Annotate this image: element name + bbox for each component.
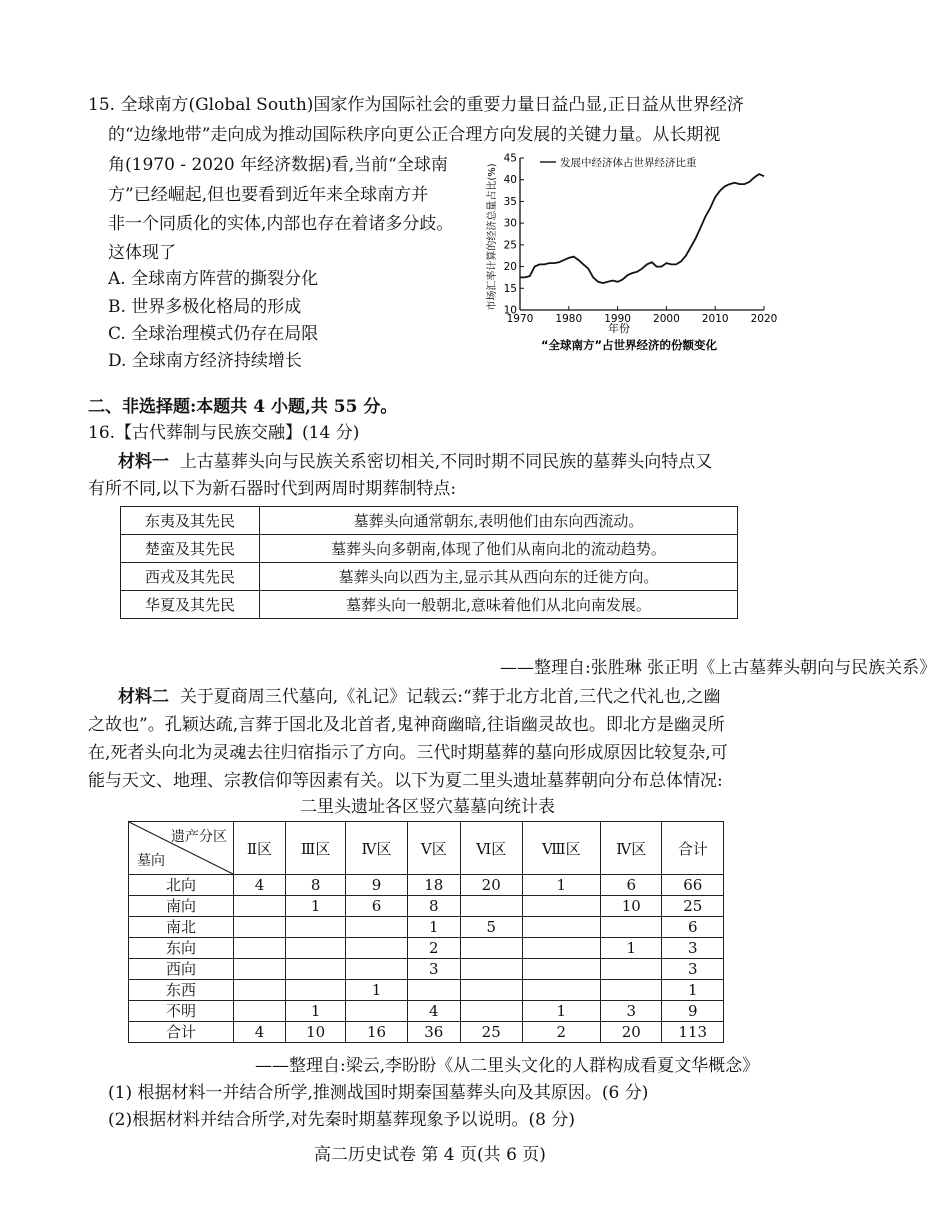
table-cell: 18 bbox=[407, 875, 460, 896]
table-cell-group: 西戎及其先民 bbox=[121, 563, 260, 591]
x-tick-label: 2000 bbox=[653, 313, 680, 325]
table2-title: 二里头遗址各区竖穴墓墓向统计表 bbox=[300, 797, 555, 817]
q15-stem-line6: 这体现了 bbox=[108, 243, 176, 263]
table-header-row bbox=[129, 822, 724, 875]
table-cell bbox=[460, 896, 522, 917]
column-header: Ⅷ区 bbox=[522, 822, 601, 875]
row-label: 北向 bbox=[129, 875, 234, 896]
table-row bbox=[129, 1001, 724, 1022]
burial-direction-table bbox=[120, 506, 738, 619]
table-cell bbox=[601, 980, 662, 1001]
q16-title: 16.【古代葬制与民族交融】(14 分) bbox=[88, 423, 360, 443]
column-header: Ⅱ区 bbox=[234, 822, 286, 875]
table-row bbox=[129, 875, 724, 896]
table-cell: 3 bbox=[662, 959, 724, 980]
table-cell: 1 bbox=[285, 1001, 345, 1022]
q15-option-d[interactable]: D. 全球南方经济持续增长 bbox=[108, 351, 302, 371]
table-cell: 5 bbox=[460, 917, 522, 938]
table-cell-group: 东夷及其先民 bbox=[121, 507, 260, 535]
q15-option-c[interactable]: C. 全球治理模式仍存在局限 bbox=[108, 324, 319, 344]
y-tick-label: 35 bbox=[503, 195, 517, 208]
x-tick-label: 2020 bbox=[750, 313, 778, 325]
legend-label: 发展中经济体占世界经济比重 bbox=[560, 157, 697, 169]
table-row bbox=[129, 959, 724, 980]
table-cell: 4 bbox=[234, 1022, 286, 1043]
table-cell bbox=[346, 959, 407, 980]
table-cell: 1 bbox=[522, 875, 601, 896]
table-cell bbox=[407, 980, 460, 1001]
y-tick-label: 45 bbox=[503, 152, 517, 165]
x-tick-label: 2010 bbox=[701, 313, 729, 325]
table-cell: 1 bbox=[285, 896, 345, 917]
row-label: 西向 bbox=[129, 959, 234, 980]
table-corner-cell bbox=[129, 822, 234, 875]
table-cell: 2 bbox=[407, 938, 460, 959]
table-cell bbox=[522, 938, 601, 959]
table-cell: 20 bbox=[460, 875, 522, 896]
material2-text1: 关于夏商周三代墓向,《礼记》记载云:“葬于北方北首,三代之代礼也,之幽 bbox=[179, 687, 721, 707]
q15-stem-line3: 角(1970 - 2020 年经济数据)看,当前“全球南 bbox=[108, 155, 448, 175]
table-cell bbox=[234, 917, 286, 938]
q15-stem-line2: 的“边缘地带”走向成为推动国际秩序向更公正合理方向发展的关键力量。从长期视 bbox=[108, 125, 721, 145]
row-label: 合计 bbox=[129, 1022, 234, 1043]
material2-line1 bbox=[118, 686, 720, 708]
y-tick-label: 20 bbox=[503, 261, 517, 274]
table-cell-desc: 墓葬头向多朝南,体现了他们从南向北的流动趋势。 bbox=[260, 535, 738, 563]
chart-series-line bbox=[520, 174, 764, 283]
material1-text1: 上古墓葬头向与民族关系密切相关,不同时期不同民族的墓葬头向特点又 bbox=[179, 452, 713, 472]
chart-xlabel: 年份 bbox=[608, 322, 630, 335]
row-label: 东西 bbox=[129, 980, 234, 1001]
table-cell: 10 bbox=[601, 896, 662, 917]
table-cell: 6 bbox=[662, 917, 724, 938]
table-cell bbox=[460, 1001, 522, 1022]
table-cell: 3 bbox=[601, 1001, 662, 1022]
q15-stem-line5: 非一个同质化的实体,内部也存在着诸多分歧。 bbox=[108, 214, 454, 234]
column-header: Ⅲ区 bbox=[285, 822, 345, 875]
chart-ylabel: 市场汇率计算的经济总量占比(%) bbox=[487, 163, 498, 311]
table-cell-desc: 墓葬头向以西为主,显示其从西向东的迁徙方向。 bbox=[260, 563, 738, 591]
table-cell bbox=[522, 980, 601, 1001]
page-footer: 高二历史试卷 第 4 页(共 6 页) bbox=[314, 1145, 546, 1165]
question16-ask1: (1) 根据材料一并结合所学,推测战国时期秦国墓葬头向及其原因。(6 分) bbox=[108, 1083, 649, 1103]
table-cell: 25 bbox=[662, 896, 724, 917]
material1-source: ——整理自:张胜琳 张正明《上古墓葬头朝向与民族关系》 bbox=[500, 658, 936, 678]
table-cell bbox=[601, 917, 662, 938]
chart-caption: “全球南方”占世界经济的份额变化 bbox=[540, 338, 718, 352]
table-cell bbox=[285, 938, 345, 959]
table-cell bbox=[522, 896, 601, 917]
section2-heading: 二、非选择题:本题共 4 小题,共 55 分。 bbox=[88, 397, 398, 417]
table-cell-desc: 墓葬头向通常朝东,表明他们由东向西流动。 bbox=[260, 507, 738, 535]
y-tick-label: 40 bbox=[503, 174, 517, 187]
x-tick-label: 1990 bbox=[604, 313, 631, 325]
y-tick-label: 30 bbox=[503, 217, 517, 230]
table-cell bbox=[601, 959, 662, 980]
table-cell: 4 bbox=[407, 1001, 460, 1022]
table-cell-group: 楚蛮及其先民 bbox=[121, 535, 260, 563]
column-header: Ⅳ区 bbox=[601, 822, 662, 875]
material1-line1 bbox=[118, 451, 712, 473]
table-cell: 6 bbox=[601, 875, 662, 896]
table-cell bbox=[522, 959, 601, 980]
row-label: 南北 bbox=[129, 917, 234, 938]
x-tick-label: 1980 bbox=[555, 313, 583, 325]
table-cell bbox=[460, 938, 522, 959]
material2-source: ——整理自:梁云,李盼盼《从二里头文化的人群构成看夏文华概念》 bbox=[255, 1056, 760, 1076]
table-row bbox=[129, 938, 724, 959]
table-cell bbox=[460, 980, 522, 1001]
table-cell: 20 bbox=[601, 1022, 662, 1043]
table-cell bbox=[285, 959, 345, 980]
column-header: 合计 bbox=[662, 822, 724, 875]
table-cell bbox=[460, 959, 522, 980]
corner-top-label: 遗产分区 bbox=[171, 829, 227, 845]
table-cell bbox=[234, 959, 286, 980]
y-tick-label: 15 bbox=[503, 282, 517, 295]
table-row bbox=[129, 1022, 724, 1043]
table-cell: 16 bbox=[346, 1022, 407, 1043]
material2-line2: 之故也”。孔颖达疏,言葬于国北及北首者,鬼神商幽暗,往诣幽灵故也。即北方是幽灵所 bbox=[88, 715, 725, 735]
table-row bbox=[129, 980, 724, 1001]
material1-line2: 有所不同,以下为新石器时代到两周时期葬制特点: bbox=[88, 479, 457, 499]
table-cell: 3 bbox=[662, 938, 724, 959]
table-cell: 1 bbox=[662, 980, 724, 1001]
table-cell-group: 华夏及其先民 bbox=[121, 591, 260, 619]
table-cell: 9 bbox=[662, 1001, 724, 1022]
table-cell: 8 bbox=[407, 896, 460, 917]
table-cell: 8 bbox=[285, 875, 345, 896]
table-cell: 1 bbox=[522, 1001, 601, 1022]
table-cell bbox=[346, 938, 407, 959]
q15-stem-line1: 15. 全球南方(Global South)国家作为国际社会的重要力量日益凸显,正日益从世界经济 bbox=[88, 95, 744, 115]
table-row bbox=[129, 896, 724, 917]
table-cell: 1 bbox=[346, 980, 407, 1001]
table-cell: 1 bbox=[601, 938, 662, 959]
y-tick-label: 10 bbox=[503, 304, 517, 317]
table-row bbox=[121, 563, 738, 591]
y-tick-label: 25 bbox=[503, 239, 517, 252]
row-label: 南向 bbox=[129, 896, 234, 917]
table-cell bbox=[234, 980, 286, 1001]
table-cell: 4 bbox=[234, 875, 286, 896]
table-cell bbox=[234, 896, 286, 917]
table-row bbox=[121, 591, 738, 619]
table-cell: 66 bbox=[662, 875, 724, 896]
material1-label: 材料一 bbox=[118, 452, 169, 472]
table-cell bbox=[346, 1001, 407, 1022]
table-cell: 10 bbox=[285, 1022, 345, 1043]
row-label: 不明 bbox=[129, 1001, 234, 1022]
table-cell bbox=[285, 980, 345, 1001]
table-cell bbox=[285, 917, 345, 938]
q15-stem-line4: 方”已经崛起,但也要看到近年来全球南方并 bbox=[108, 185, 429, 205]
table-cell: 3 bbox=[407, 959, 460, 980]
question16-ask2: (2)根据材料并结合所学,对先秦时期墓葬现象予以说明。(8 分) bbox=[108, 1110, 575, 1130]
table-cell: 1 bbox=[407, 917, 460, 938]
erlitou-tomb-table bbox=[128, 821, 724, 1043]
x-tick-label: 1970 bbox=[506, 313, 534, 325]
table-cell bbox=[346, 917, 407, 938]
table-cell-desc: 墓葬头向一般朝北,意味着他们从北向南发展。 bbox=[260, 591, 738, 619]
column-header: Ⅴ区 bbox=[407, 822, 460, 875]
column-header: Ⅳ区 bbox=[346, 822, 407, 875]
table-row bbox=[129, 917, 724, 938]
table-cell: 2 bbox=[522, 1022, 601, 1043]
table-cell bbox=[234, 938, 286, 959]
table-cell: 6 bbox=[346, 896, 407, 917]
table-cell: 25 bbox=[460, 1022, 522, 1043]
q15-option-b[interactable]: B. 世界多极化格局的形成 bbox=[108, 297, 302, 317]
table-cell: 36 bbox=[407, 1022, 460, 1043]
material2-label: 材料二 bbox=[118, 687, 169, 707]
table-row bbox=[121, 507, 738, 535]
material2-line4: 能与天文、地理、宗教信仰等因素有关。以下为夏二里头遗址墓葬朝向分布总体情况: bbox=[88, 771, 723, 791]
q15-option-a[interactable]: A. 全球南方阵营的撕裂分化 bbox=[108, 269, 319, 289]
table-row bbox=[121, 535, 738, 563]
table-cell: 113 bbox=[662, 1022, 724, 1043]
table-cell bbox=[522, 917, 601, 938]
economy-share-chart bbox=[484, 152, 784, 357]
column-header: Ⅵ区 bbox=[460, 822, 522, 875]
table-cell: 9 bbox=[346, 875, 407, 896]
chart-svg bbox=[484, 152, 784, 357]
row-label: 东向 bbox=[129, 938, 234, 959]
material2-line3: 在,死者头向北为灵魂去往归宿指示了方向。三代时期墓葬的墓向形成原因比较复杂,可 bbox=[88, 743, 728, 763]
corner-bottom-label: 墓向 bbox=[137, 853, 165, 869]
table-cell bbox=[234, 1001, 286, 1022]
